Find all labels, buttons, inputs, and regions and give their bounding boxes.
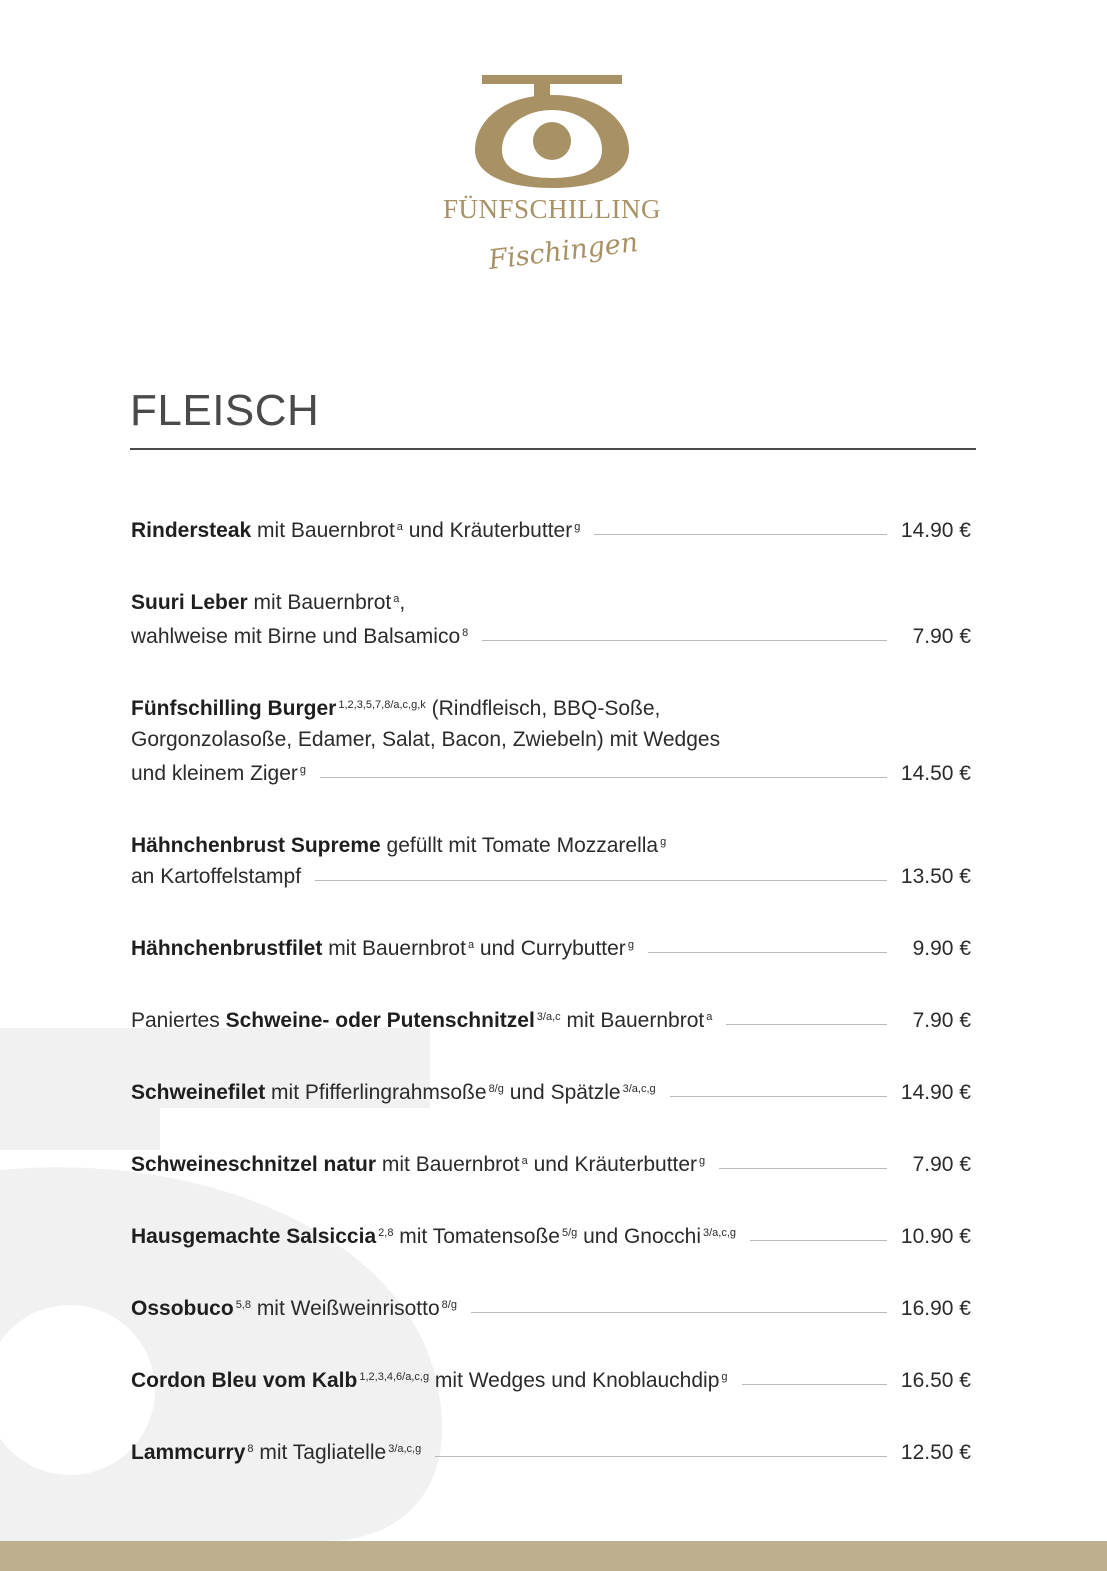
menu-item-description: [131, 1002, 712, 1036]
dish-name: Schweine- oder Putenschnitzel: [225, 1009, 535, 1032]
menu-item-price: 7.90 €: [912, 625, 971, 648]
menu-list: [131, 512, 971, 1506]
dish-name: Schweinefilet: [131, 1081, 266, 1104]
menu-item: [131, 690, 971, 789]
dish-name: Ossobuco: [131, 1297, 234, 1320]
logo-location-signature: Fischingen: [486, 226, 640, 277]
allergen-note: g: [574, 521, 581, 533]
dish-text: wahlweise mit Birne und Balsamico: [131, 625, 461, 648]
menu-item: [131, 1146, 971, 1180]
menu-item-price: 14.50 €: [900, 762, 971, 785]
dish-text: mit Bauernbrot: [247, 591, 392, 614]
menu-item-line: [131, 755, 971, 789]
menu-item-line: [131, 1218, 971, 1252]
menu-item-line: [131, 618, 971, 652]
allergen-note: a: [396, 521, 403, 533]
allergen-note: 3/a,c: [536, 1011, 561, 1023]
menu-item-description: [131, 690, 660, 724]
menu-item: [131, 512, 971, 546]
price-leader-line: [315, 880, 887, 881]
allergen-note: 3/a,c,g: [622, 1083, 656, 1095]
dish-name: Suuri Leber: [131, 591, 248, 614]
dish-text: mit Bauernbrot: [322, 937, 466, 960]
allergen-note: 8/g: [441, 1299, 457, 1311]
menu-item-price: 7.90 €: [912, 1153, 971, 1176]
dish-text: (Rindfleisch, BBQ-Soße,: [425, 697, 661, 720]
menu-item: [131, 827, 971, 892]
menu-item-description: [131, 618, 468, 652]
menu-item-price: 16.90 €: [900, 1297, 971, 1320]
menu-item-description: [131, 861, 301, 892]
menu-item-description: [131, 1290, 457, 1324]
allergen-note: 1,2,3,5,7,8/a,c,g,k: [338, 699, 426, 711]
dish-text: mit Tagliatelle: [253, 1441, 387, 1464]
menu-item-line: [131, 1362, 971, 1396]
dish-name: Schweineschnitzel natur: [131, 1153, 377, 1176]
allergen-note: 1,2,3,4,6/a,c,g: [359, 1371, 430, 1383]
title-divider: [130, 448, 976, 450]
dish-text: mit Tomatensoße: [393, 1225, 560, 1248]
dish-text: Gorgonzolasoße, Edamer, Salat, Bacon, Zwiebeln) mit Wedges: [131, 728, 721, 751]
menu-item: [131, 1434, 971, 1468]
dish-text: und kleinem Ziger: [131, 762, 298, 785]
dish-name: Hähnchenbrust Supreme: [131, 834, 381, 857]
price-leader-line: [320, 777, 887, 778]
logo-wordmark: FÜNFSCHILLING: [442, 194, 662, 224]
section-title: FLEISCH: [130, 386, 320, 435]
dish-text: gefüllt mit Tomate Mozzarella: [380, 834, 659, 857]
dish-text: und Kräuterbutter: [402, 519, 573, 542]
dish-name: Fünfschilling Burger: [131, 697, 337, 720]
allergen-note: 3/a,c,g: [388, 1443, 422, 1455]
allergen-note: a: [706, 1011, 713, 1023]
menu-item-price: 12.50 €: [900, 1441, 971, 1464]
menu-item: [131, 930, 971, 964]
allergen-note: 5,8: [235, 1299, 251, 1311]
menu-item-line: [131, 690, 971, 724]
menu-item: [131, 1362, 971, 1396]
dish-text: ,: [399, 591, 406, 614]
allergen-note: 8: [462, 627, 469, 639]
allergen-note: 3/a,c,g: [703, 1227, 737, 1239]
dish-name: Lammcurry: [131, 1441, 246, 1464]
menu-item-description: [131, 1146, 705, 1180]
price-leader-line: [482, 640, 887, 641]
menu-item-line: [131, 861, 971, 892]
dish-text: mit Bauernbrot: [251, 519, 395, 542]
dish-text: mit Bauernbrot: [376, 1153, 520, 1176]
restaurant-logo: [430, 70, 680, 300]
menu-item-line: [131, 827, 971, 861]
price-leader-line: [435, 1456, 887, 1457]
menu-item-line: [131, 930, 971, 964]
menu-item-description: [131, 1362, 728, 1396]
dish-name: Cordon Bleu vom Kalb: [131, 1369, 358, 1392]
dish-text: mit Pfifferlingrahmsoße: [265, 1081, 487, 1104]
dish-text: Paniertes: [131, 1009, 226, 1032]
allergen-note: 5/g: [561, 1227, 578, 1239]
price-leader-line: [719, 1168, 887, 1169]
dish-text: mit Bauernbrot: [560, 1009, 705, 1032]
dish-text: und Gnocchi: [577, 1225, 701, 1248]
menu-item: [131, 1002, 971, 1036]
allergen-note: g: [660, 836, 667, 848]
menu-item-price: 14.90 €: [900, 1081, 971, 1104]
price-leader-line: [726, 1024, 887, 1025]
dish-text: an Kartoffelstampf: [131, 865, 302, 888]
menu-item: [131, 1074, 971, 1108]
allergen-note: a: [521, 1155, 528, 1167]
menu-item-description: [131, 1074, 656, 1108]
menu-item-description: [131, 755, 306, 789]
menu-item-price: 14.90 €: [900, 519, 971, 542]
menu-item-price: 10.90 €: [900, 1225, 971, 1248]
menu-item-line: [131, 512, 971, 546]
menu-item-description: [131, 584, 405, 618]
dish-text: und Currybutter: [474, 937, 626, 960]
price-leader-line: [471, 1312, 887, 1313]
menu-item: [131, 1218, 971, 1252]
price-leader-line: [594, 534, 887, 535]
menu-item-line: [131, 1002, 971, 1036]
allergen-note: 8/g: [488, 1083, 504, 1095]
menu-item-description: [131, 1218, 736, 1252]
menu-item-description: [131, 1434, 421, 1468]
menu-item-line: [131, 1290, 971, 1324]
allergen-note: g: [721, 1371, 728, 1383]
dish-text: und Spätzle: [503, 1081, 621, 1104]
menu-item: [131, 1290, 971, 1324]
menu-item-line: [131, 1074, 971, 1108]
menu-item-price: 13.50 €: [900, 865, 971, 888]
menu-item-line: [131, 584, 971, 618]
allergen-note: 2,8: [378, 1227, 394, 1239]
dish-name: Hausgemachte Salsiccia: [131, 1225, 377, 1248]
menu-item-price: 9.90 €: [912, 937, 971, 960]
price-leader-line: [648, 952, 887, 953]
bottom-accent-bar: [0, 1541, 1107, 1571]
menu-item-price: 16.50 €: [900, 1369, 971, 1392]
dish-name: Hähnchenbrustfilet: [131, 937, 323, 960]
allergen-note: a: [467, 939, 475, 951]
allergen-note: a: [393, 593, 400, 605]
menu-item-description: [131, 724, 720, 755]
logo-mark: [430, 70, 674, 190]
menu-item-line: [131, 1434, 971, 1468]
menu-item-description: [131, 512, 580, 546]
allergen-note: g: [699, 1155, 706, 1167]
allergen-note: 8: [247, 1443, 254, 1455]
menu-item-line: [131, 1146, 971, 1180]
price-leader-line: [670, 1096, 887, 1097]
allergen-note: g: [299, 764, 307, 776]
allergen-note: g: [627, 939, 634, 951]
menu-item-line: [131, 724, 971, 755]
dish-name: Rindersteak: [131, 519, 252, 542]
menu-item: [131, 584, 971, 652]
dish-text: mit Wedges und Knoblauchdip: [429, 1369, 720, 1392]
menu-item-description: [131, 930, 634, 964]
dish-text: mit Weißweinrisotto: [250, 1297, 440, 1320]
menu-item-description: [131, 827, 666, 861]
menu-item-price: 7.90 €: [912, 1009, 971, 1032]
price-leader-line: [750, 1240, 887, 1241]
dish-text: und Kräuterbutter: [527, 1153, 698, 1176]
price-leader-line: [742, 1384, 887, 1385]
